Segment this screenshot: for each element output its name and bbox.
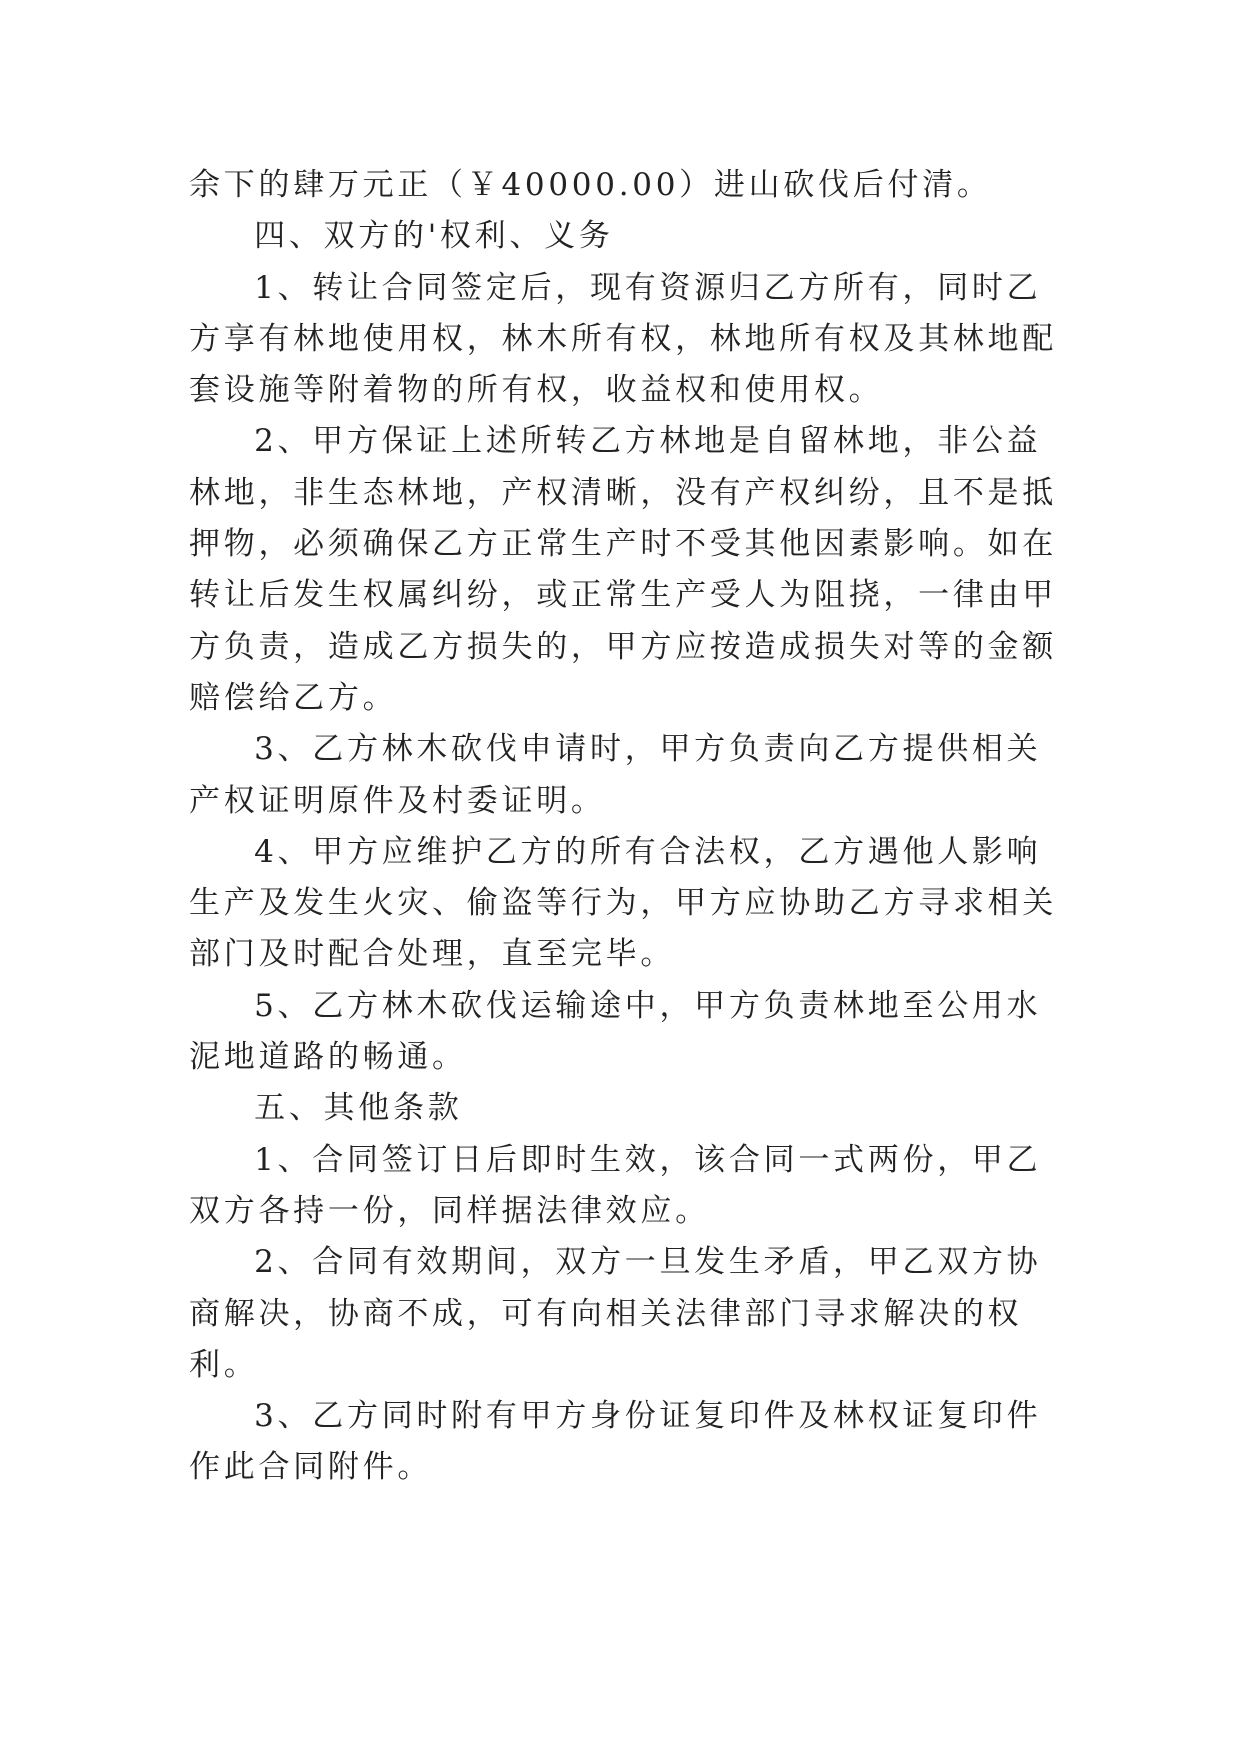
section-heading-other-terms: 五、其他条款 <box>254 1090 463 1127</box>
clause-4-3: 3、乙方林木砍伐申请时，甲方负责向乙方提供相关产权证明原件及村委证明。 <box>189 731 1042 819</box>
clause-5-1: 1、合同签订日后即时生效，该合同一式两份，甲乙双方各持一份，同样据法律效应。 <box>189 1141 1042 1229</box>
clause-5-3: 3、乙方同时附有甲方身份证复印件及林权证复印件作此合同附件。 <box>189 1398 1042 1486</box>
paragraph-payment-remainder: 余下的肆万元正（￥40000.00）进山砍伐后付清。 <box>189 167 992 203</box>
clause-4-5: 5、乙方林木砍伐运输途中，甲方负责林地至公用水泥地道路的畅通。 <box>189 987 1042 1076</box>
section-heading-rights-obligations: 四、双方的'权利、义务 <box>254 218 614 255</box>
clause-4-2: 2、甲方保证上述所转乙方林地是自留林地，非公益林地，非生态林地，产权清晰，没有产权纠纷，且不是抵押物，必须确保乙方正常生产时不受其他因素影响。如在转让后发生权属纠纷，或正常生产受人为阻挠，一律由甲方负责，造成乙方损失的，甲方应按造成损失对等的金额赔偿给乙方。 <box>189 423 1057 716</box>
clause-4-4: 4、甲方应维护乙方的所有合法权，乙方遇他人影响生产及发生火灾、偷盗等行为，甲方应协助乙方寻求相关部门及时配合处理，直至完毕。 <box>189 833 1057 973</box>
clause-5-2: 2、合同有效期间，双方一旦发生矛盾，甲乙双方协商解决，协商不成，可有向相关法律部门寻求解决的权利。 <box>189 1244 1042 1383</box>
document-body <box>189 160 1069 1494</box>
clause-4-1: 1、转让合同签定后，现有资源归乙方所有，同时乙方享有林地使用权，林木所有权，林地所有权及其林地配套设施等附着物的所有权，收益权和使用权。 <box>189 269 1057 409</box>
